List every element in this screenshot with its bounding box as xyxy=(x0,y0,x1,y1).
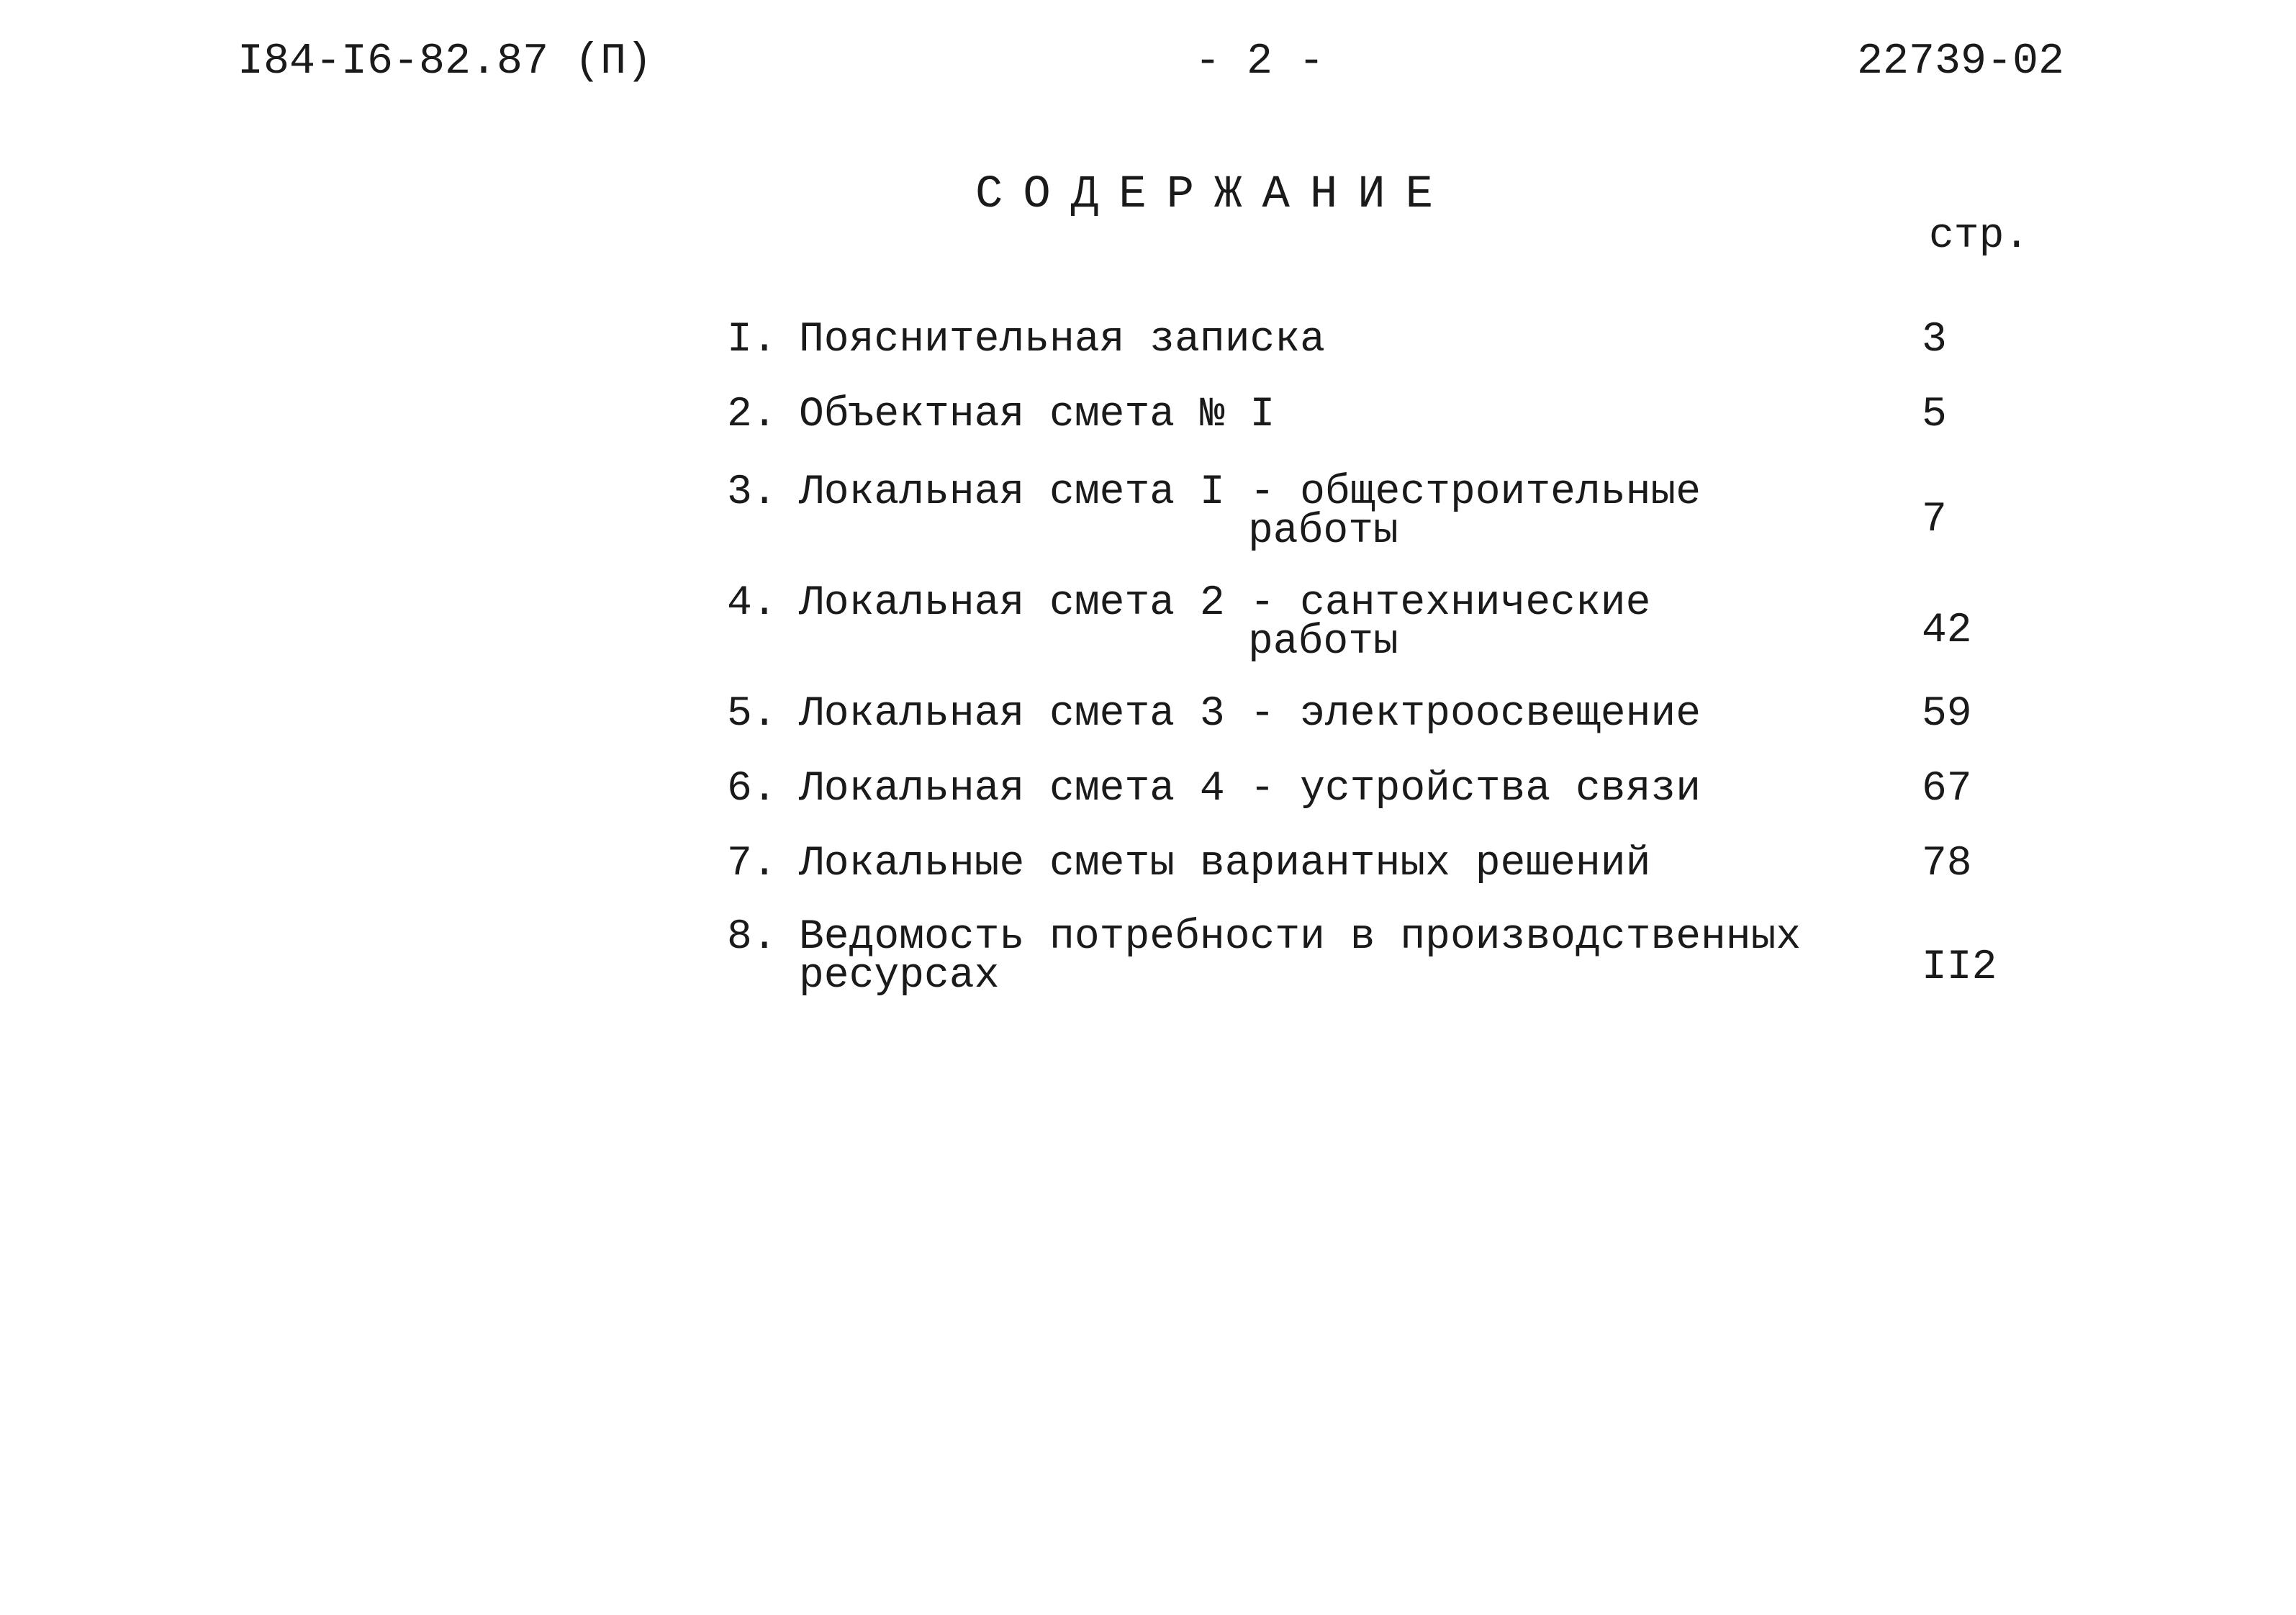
toc-entry-text: Локальная смета 3 - электроосвещение xyxy=(799,691,1701,738)
document-code: I84-I6-82.87 (П) xyxy=(238,37,653,86)
toc-entry-page: 78 xyxy=(1922,841,1972,887)
page-number: - 2 - xyxy=(1195,37,1325,86)
toc-entry-page: II2 xyxy=(1922,944,1997,991)
toc-entry-number: I. xyxy=(727,317,777,363)
toc-entry-text: Объектная смета № I xyxy=(799,392,1275,438)
page-column-label: стр. xyxy=(1929,213,2030,260)
toc-entry-number: 2. xyxy=(727,392,777,438)
toc-entry-text: Пояснительная записка xyxy=(799,317,1325,363)
toc-entry-text-continuation: ресурсах xyxy=(799,953,1000,1000)
toc-entry-page: 5 xyxy=(1922,392,1947,438)
toc-entry-number: 5. xyxy=(727,691,777,738)
toc-entry-text: Локальная смета 2 - сантехнические xyxy=(799,580,1651,627)
toc-entry-text: Ведомость потребности в производственных xyxy=(799,914,1802,961)
toc-entry-page: 67 xyxy=(1922,766,1972,813)
toc-entry-number: 8. xyxy=(727,914,777,961)
toc-entry-text-continuation: работы xyxy=(1248,508,1398,555)
toc-entry-text: Локальная смета 4 - устройства связи xyxy=(799,766,1701,813)
toc-entry-number: 7. xyxy=(727,841,777,887)
toc-entry-number: 6. xyxy=(727,766,777,813)
toc-entry-number: 3. xyxy=(727,469,777,516)
toc-entry-number: 4. xyxy=(727,580,777,627)
page-title: СОДЕРЖАНИЕ xyxy=(975,169,1454,221)
toc-entry-page: 42 xyxy=(1922,607,1972,654)
toc-entry-text: Локальная смета I - общестроительные xyxy=(799,469,1701,516)
toc-entry-page: 59 xyxy=(1922,691,1972,738)
toc-entry-text-continuation: работы xyxy=(1248,619,1398,666)
toc-entry-page: 3 xyxy=(1922,317,1947,363)
document-number: 22739-02 xyxy=(1857,37,2065,86)
toc-entry-page: 7 xyxy=(1922,497,1947,543)
toc-entry-text: Локальные сметы вариантных решений xyxy=(799,841,1651,887)
